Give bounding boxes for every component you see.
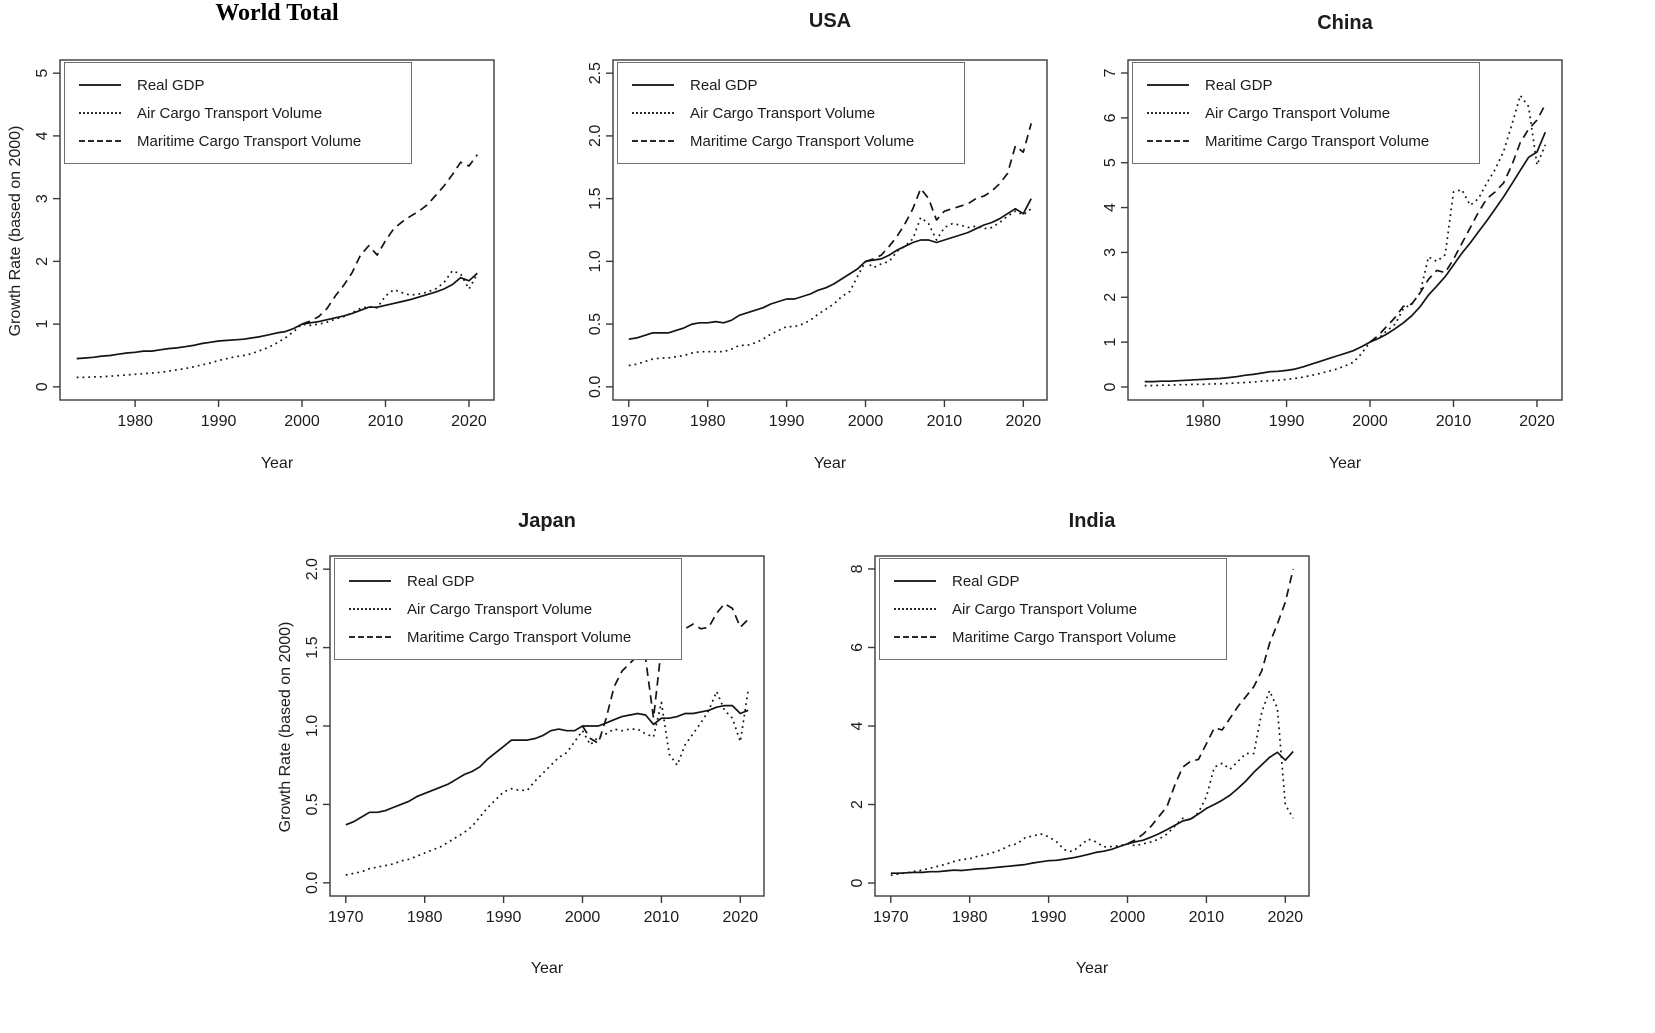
y-tick-label: 0.5 (587, 312, 604, 336)
y-tick-label: 1.5 (587, 187, 604, 210)
solid-line-sample (632, 84, 674, 86)
x-axis-label: Year (813, 455, 847, 472)
legend-item-maritime-cargo (79, 127, 405, 155)
series-line-dotted (629, 209, 1031, 366)
legend-item-real-gdp (894, 567, 1220, 595)
x-tick-label: 1990 (768, 413, 805, 430)
series-line-dotted (891, 691, 1293, 876)
chart-title: China (1317, 12, 1373, 34)
legend-label: Real GDP (137, 76, 205, 94)
legend-label: Real GDP (952, 572, 1020, 590)
y-tick-label: 5 (34, 68, 51, 78)
chart-usa (555, 0, 1065, 500)
y-tick-label: 0 (1102, 382, 1119, 392)
y-tick-label: 6 (849, 643, 866, 652)
x-axis-label: Year (260, 455, 294, 472)
y-tick-label: 4 (34, 131, 51, 141)
legend-item-maritime-cargo (349, 623, 675, 651)
y-tick-label: 2 (1102, 292, 1119, 302)
y-tick-label: 1 (34, 319, 51, 329)
x-tick-label: 1970 (872, 909, 909, 926)
solid-line-sample (349, 580, 391, 582)
legend-item-air-cargo (894, 595, 1220, 623)
x-tick-label: 1980 (406, 909, 443, 926)
y-tick-label: 4 (849, 721, 866, 731)
x-tick-label: 2000 (1109, 909, 1146, 926)
x-tick-label: 1980 (117, 413, 153, 430)
y-tick-label: 2.0 (304, 558, 321, 581)
y-tick-label: 2 (34, 256, 51, 266)
y-tick-label: 2.0 (587, 124, 604, 148)
series-line-solid (629, 199, 1031, 340)
legend-item-real-gdp (1147, 71, 1473, 99)
legend-label: Real GDP (407, 572, 475, 590)
legend-item-real-gdp (349, 567, 675, 595)
x-tick-label: 1990 (1268, 413, 1305, 430)
x-tick-label: 2020 (1005, 413, 1042, 430)
dashed-line-sample (1147, 140, 1189, 142)
x-axis-label: Year (1075, 960, 1109, 977)
y-tick-label: 0.5 (304, 793, 321, 816)
y-tick-label: 0 (849, 878, 866, 888)
y-tick-label: 0.0 (587, 375, 604, 398)
legend-label: Air Cargo Transport Volume (952, 600, 1138, 618)
dotted-line-sample (349, 608, 391, 610)
chart-title: USA (808, 10, 852, 32)
x-tick-label: 2010 (1435, 413, 1472, 430)
series-line-solid (77, 273, 478, 358)
series-line-dashed (302, 155, 477, 324)
legend-label: Air Cargo Transport Volume (137, 104, 323, 122)
dotted-line-sample (79, 112, 121, 114)
legend (1132, 62, 1480, 164)
x-tick-label: 1980 (689, 413, 726, 430)
x-tick-label: 2020 (1519, 413, 1555, 430)
legend-label: Air Cargo Transport Volume (690, 104, 876, 122)
x-tick-label: 1990 (1030, 909, 1067, 926)
dashed-line-sample (349, 636, 391, 638)
x-axis-label: Year (530, 960, 564, 977)
legend-label: Real GDP (690, 76, 758, 94)
legend (64, 62, 412, 164)
legend-label: Maritime Cargo Transport Volume (137, 132, 362, 150)
chart-title: Japan (518, 510, 576, 532)
x-tick-label: 2020 (722, 909, 759, 926)
x-tick-label: 2000 (564, 909, 601, 926)
y-tick-label: 3 (1102, 247, 1119, 257)
y-tick-label: 8 (849, 564, 866, 574)
legend (879, 558, 1227, 660)
x-tick-label: 2020 (451, 413, 487, 430)
chart-title: India (1068, 510, 1116, 532)
legend-item-maritime-cargo (632, 127, 958, 155)
y-tick-label: 5 (1102, 158, 1119, 168)
x-tick-label: 2000 (847, 413, 884, 430)
dashed-line-sample (632, 140, 674, 142)
series-line-solid (1145, 132, 1546, 381)
x-tick-label: 2010 (367, 413, 404, 430)
y-tick-label: 4 (1102, 203, 1119, 213)
x-tick-label: 1970 (327, 909, 364, 926)
chart-world-total (2, 0, 512, 500)
legend-item-air-cargo (349, 595, 675, 623)
dotted-line-sample (894, 608, 936, 610)
dashed-line-sample (79, 140, 121, 142)
legend-label: Maritime Cargo Transport Volume (690, 132, 915, 150)
legend-item-real-gdp (632, 71, 958, 99)
x-tick-label: 1990 (485, 909, 522, 926)
series-line-dotted (77, 271, 478, 378)
chart-japan (272, 496, 782, 996)
legend-item-air-cargo (632, 99, 958, 127)
legend-label: Air Cargo Transport Volume (407, 600, 593, 618)
y-tick-label: 1 (1102, 337, 1119, 347)
x-tick-label: 2000 (1352, 413, 1388, 430)
y-tick-label: 7 (1102, 68, 1119, 78)
y-tick-label: 2.5 (587, 62, 604, 85)
y-tick-label: 3 (34, 194, 51, 204)
series-line-solid (346, 706, 748, 825)
x-tick-label: 2010 (926, 413, 963, 430)
x-tick-label: 1980 (951, 909, 988, 926)
chart-china (1070, 0, 1580, 500)
legend-label: Maritime Cargo Transport Volume (407, 628, 632, 646)
dotted-line-sample (1147, 112, 1189, 114)
legend (334, 558, 682, 660)
legend (617, 62, 965, 164)
legend-label: Air Cargo Transport Volume (1205, 104, 1391, 122)
y-tick-label: 0 (34, 382, 51, 392)
y-tick-label: 2 (849, 800, 866, 809)
y-tick-label: 0.0 (304, 871, 321, 894)
solid-line-sample (1147, 84, 1189, 86)
legend-item-air-cargo (1147, 99, 1473, 127)
series-line-dotted (346, 690, 748, 875)
chart-title: World Total (215, 0, 339, 26)
legend-item-real-gdp (79, 71, 405, 99)
solid-line-sample (894, 580, 936, 582)
y-tick-label: 6 (1102, 113, 1119, 123)
y-tick-label: 1.0 (304, 714, 321, 738)
x-axis-label: Year (1328, 455, 1362, 472)
legend-item-maritime-cargo (1147, 127, 1473, 155)
y-tick-label: 1.0 (587, 250, 604, 273)
x-tick-label: 1980 (1185, 413, 1221, 430)
y-axis-label: Growth Rate (based on 2000) (7, 125, 24, 337)
y-axis-label: Growth Rate (based on 2000) (277, 621, 294, 833)
x-tick-label: 2010 (643, 909, 680, 926)
series-line-solid (891, 752, 1293, 874)
y-tick-label: 1.5 (304, 636, 321, 659)
chart-india (817, 496, 1327, 996)
dotted-line-sample (632, 112, 674, 114)
x-tick-label: 1990 (200, 413, 237, 430)
x-tick-label: 1970 (610, 413, 647, 430)
dashed-line-sample (894, 636, 936, 638)
legend-label: Maritime Cargo Transport Volume (1205, 132, 1430, 150)
solid-line-sample (79, 84, 121, 86)
x-tick-label: 2010 (1188, 909, 1225, 926)
legend-label: Maritime Cargo Transport Volume (952, 628, 1177, 646)
legend-item-air-cargo (79, 99, 405, 127)
x-tick-label: 2000 (284, 413, 320, 430)
x-tick-label: 2020 (1267, 909, 1304, 926)
legend-label: Real GDP (1205, 76, 1273, 94)
legend-item-maritime-cargo (894, 623, 1220, 651)
